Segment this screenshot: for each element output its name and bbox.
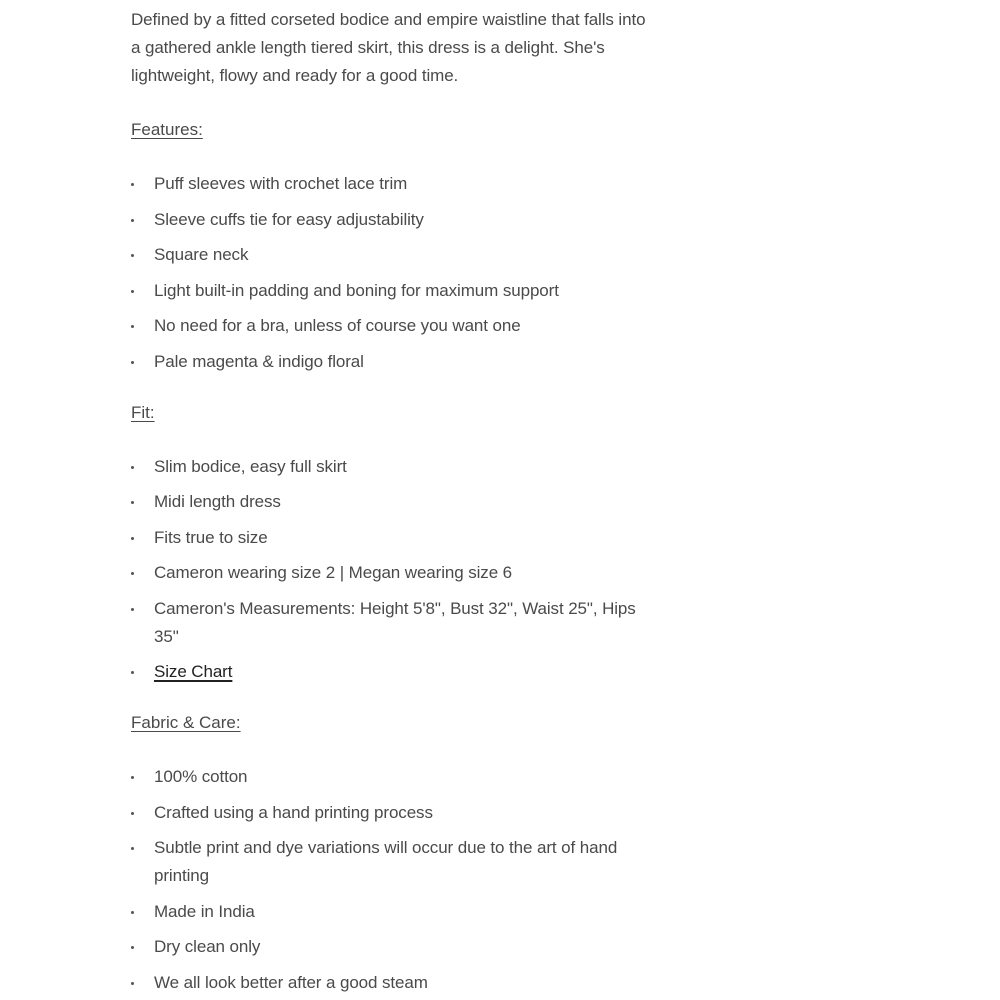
- list-item: Crafted using a hand printing process: [131, 799, 651, 827]
- list-item: Sleeve cuffs tie for easy adjustability: [131, 206, 651, 234]
- product-description: [131, 6, 651, 997]
- list-item: Cameron wearing size 2 | Megan wearing size 6: [131, 559, 651, 587]
- list-item: Subtle print and dye variations will occur due to the art of hand printing: [131, 834, 651, 890]
- features-heading: Features:: [131, 120, 203, 139]
- size-chart-link[interactable]: Size Chart: [154, 662, 233, 681]
- intro-paragraph: Defined by a fitted corseted bodice and empire waistline that falls into a gathered ankle length tiered skirt, this dress is a delight. She's lightweight, flowy and ready for a good time.: [131, 10, 646, 85]
- list-item: Light built-in padding and boning for maximum support: [131, 277, 651, 305]
- list-item: Fits true to size: [131, 524, 651, 552]
- list-item: We all look better after a good steam: [131, 969, 651, 997]
- list-item: Slim bodice, easy full skirt: [131, 453, 651, 481]
- fit-heading: Fit:: [131, 402, 155, 422]
- list-item: Square neck: [131, 241, 651, 269]
- list-item-size-chart: [131, 658, 651, 686]
- list-item: Dry clean only: [131, 933, 651, 961]
- list-item: 100% cotton: [131, 763, 651, 791]
- fit-list: [131, 453, 651, 687]
- list-item: Made in India: [131, 898, 651, 926]
- list-item: Cameron's Measurements: Height 5'8", Bust 32", Waist 25", Hips 35": [131, 595, 651, 651]
- list-item: Pale magenta & indigo floral: [131, 348, 651, 376]
- fabric-care-list: [131, 763, 651, 997]
- list-item: No need for a bra, unless of course you want one: [131, 312, 651, 340]
- features-list: [131, 170, 651, 376]
- list-item: Midi length dress: [131, 488, 651, 516]
- list-item: Puff sleeves with crochet lace trim: [131, 170, 651, 198]
- fabric-care-heading: Fabric & Care:: [131, 713, 241, 732]
